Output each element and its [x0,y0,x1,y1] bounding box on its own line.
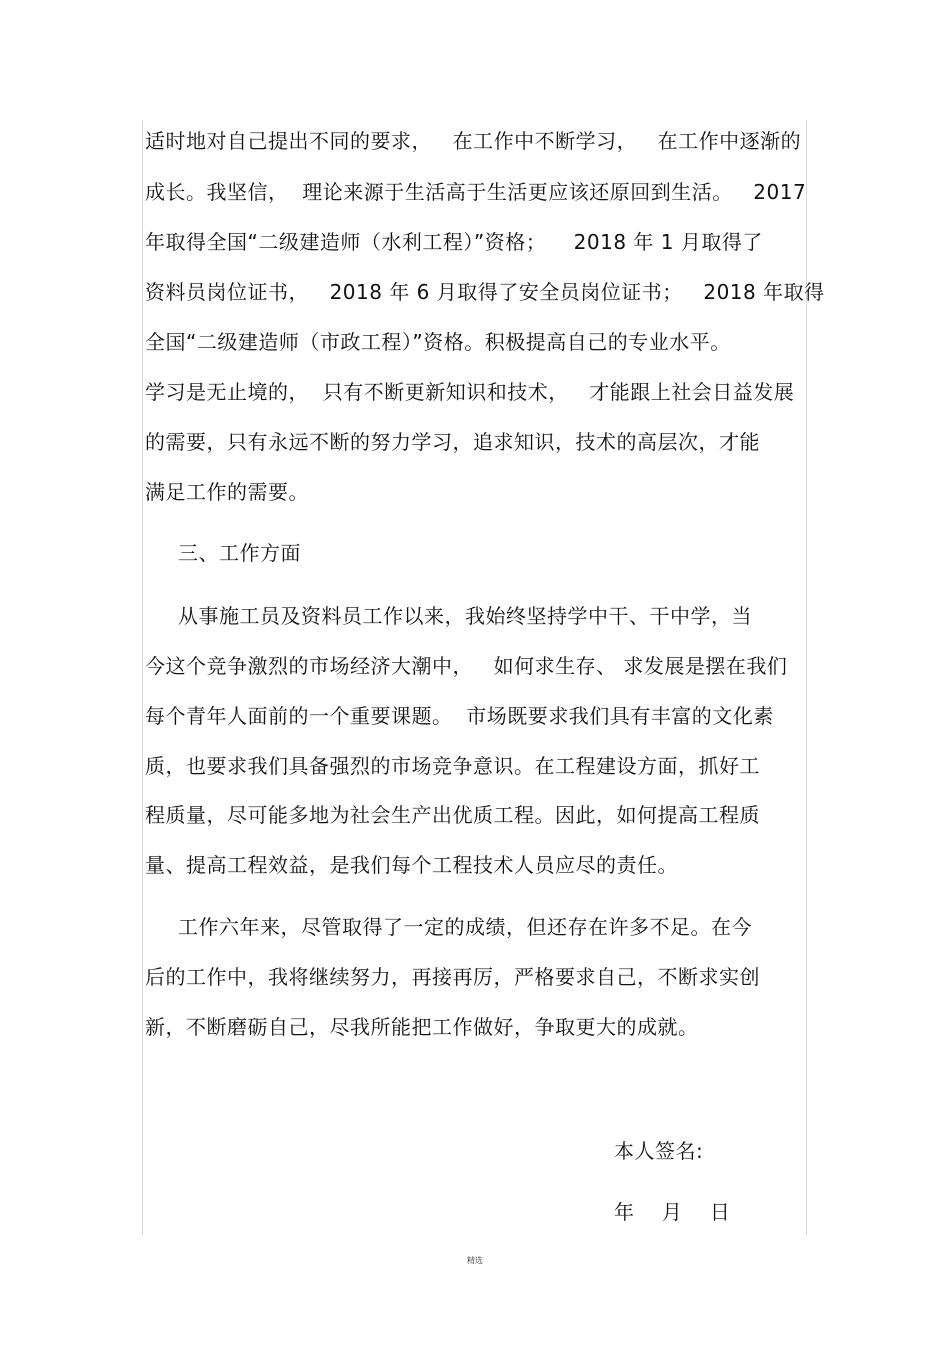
text-line: 量、提高工程效益，是我们每个工程技术人员应尽的责任。 [145,853,678,877]
text-line: 满足工作的需要。 [145,480,309,504]
text-line: 成长。我坚信， 理论来源于生活高于生活更应该还原回到生活。 2017 [145,180,807,204]
section-heading: 三、工作方面 [178,541,301,565]
text-line: 每个青年人面前的一个重要课题。 市场既要求我们具有丰富的文化素 [145,704,774,728]
text-line: 后的工作中，我将继续努力，再接再厉，严格要求自己，不断求实创 [145,965,760,989]
text-line: 今这个竞争激烈的市场经济大潮中， 如何求生存、 求发展是摆在我们 [145,654,788,678]
page-border-left [142,120,143,1235]
date-line: 年 月 日 [614,1200,731,1224]
signature-label: 本人签名: [614,1139,704,1163]
text-line: 从事施工员及资料员工作以来，我始终坚持学中干、干中学，当 [178,604,752,628]
text-line: 年取得全国“二级建造师（水利工程）”资格； 2018 年 1 月取得了 [145,230,763,254]
page-footer-label: 精选 [467,1256,483,1265]
text-line: 程质量，尽可能多地为社会生产出优质工程。因此，如何提高工程质 [145,803,760,827]
text-line: 质，也要求我们具备强烈的市场竞争意识。在工程建设方面，抓好工 [145,754,760,778]
text-line: 学习是无止境的， 只有不断更新知识和技术， 才能跟上社会日益发展 [145,380,795,404]
text-line: 适时地对自己提出不同的要求， 在工作中不断学习， 在工作中逐渐的 [145,129,802,153]
text-line: 新，不断磨砺自己，尽我所能把工作做好，争取更大的成就。 [145,1015,699,1039]
text-line: 全国“二级建造师（市政工程）”资格。积极提高自己的专业水平。 [145,330,731,354]
text-line: 工作六年来，尽管取得了一定的成绩，但还存在许多不足。在今 [178,915,752,939]
text-line: 资料员岗位证书， 2018 年 6 月取得了安全员岗位证书； 2018 年取得 [145,280,825,304]
text-line: 的需要，只有永远不断的努力学习，追求知识，技术的高层次，才能 [145,430,760,454]
